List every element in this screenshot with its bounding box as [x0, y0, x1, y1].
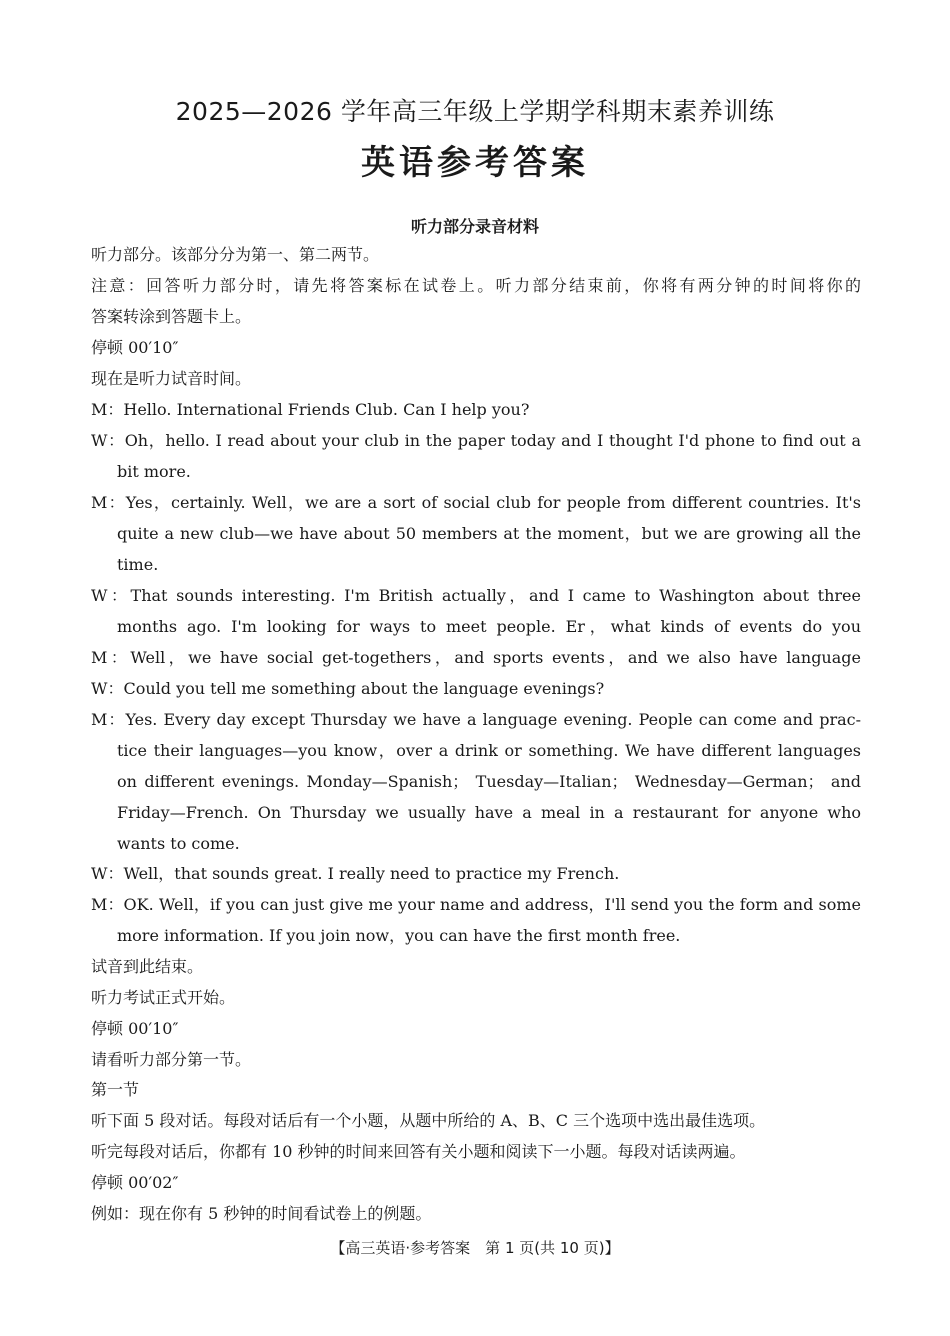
dialogue-line: M：OK. Well，if you can just give me your name and address，I'll send you the form and some: [91, 895, 861, 914]
dialogue-line: months ago. I'm looking for ways to meet people. Er，what kinds of events do you: [117, 617, 861, 636]
dialogue-line: on different evenings. Monday—Spanish； Tuesday—Italian； Wednesday—German； and: [117, 772, 861, 791]
dialogue-line: W：Oh，hello. I read about your club in the paper today and I thought I'd phone to find out a: [91, 431, 861, 450]
dialogue-line: W：That sounds interesting. I'm British actually，and I came to Washington about three: [91, 586, 861, 605]
text-line: 现在是听力试音时间。: [91, 369, 252, 388]
document-subtitle: 英语参考答案: [361, 143, 589, 183]
text-line: 答案转涂到答题卡上。: [91, 307, 252, 326]
text-line: 听完每段对话后，你都有 10 秒钟的时间来回答有关小题和阅读下一小题。每段对话读两遍。: [91, 1142, 746, 1161]
page-footer: 【高三英语·参考答案 第 1 页(共 10 页)】: [330, 1239, 620, 1257]
text-line: 试音到此结束。: [91, 957, 204, 976]
dialogue-line: Friday—French. On Thursday we usually have a meal in a restaurant for anyone who: [117, 803, 861, 822]
dialogue-line: W：Well，that sounds great. I really need to practice my French.: [91, 864, 620, 883]
dialogue-line: M：Well，we have social get-togethers，and sports events，and we also have language: [91, 648, 861, 667]
dialogue-line: W：Could you tell me something about the language evenings?: [91, 679, 605, 698]
text-line: 停顿 00′10″: [91, 338, 179, 357]
section-heading: 听力部分录音材料: [410, 217, 539, 236]
dialogue-line: wants to come.: [117, 834, 240, 853]
text-line: 听下面 5 段对话。每段对话后有一个小题，从题中所给的 A、B、C 三个选项中选出最佳选项。: [91, 1111, 766, 1130]
text-line: 听力考试正式开始。: [91, 988, 236, 1007]
dialogue-line: M：Hello. International Friends Club. Can I help you?: [91, 400, 530, 419]
dialogue-line: bit more.: [117, 462, 191, 481]
text-line: 听力部分。该部分分为第一、第二两节。: [91, 245, 380, 264]
dialogue-line: M：Yes. Every day except Thursday we have a language evening. People can come and prac-: [91, 710, 861, 729]
dialogue-line: quite a new club—we have about 50 members at the moment，but we are growing all the: [117, 524, 861, 543]
text-line: 停顿 00′02″: [91, 1173, 179, 1192]
text-line: 第一节: [91, 1080, 140, 1099]
text-line: 请看听力部分第一节。: [91, 1050, 252, 1069]
dialogue-line: more information. If you join now，you can have the first month free.: [117, 926, 681, 945]
dialogue-line: tice their languages—you know，over a drink or something. We have different languages: [117, 741, 861, 760]
text-line: 例如：现在你有 5 秒钟的时间看试卷上的例题。: [91, 1204, 432, 1223]
document-title: 2025—2026 学年高三年级上学期学科期末素养训练: [175, 97, 775, 126]
dialogue-line: time.: [117, 555, 159, 574]
dialogue-line: M：Yes，certainly. Well，we are a sort of social club for people from different countries. It's: [91, 493, 861, 512]
text-line: 停顿 00′10″: [91, 1019, 179, 1038]
text-line: 注意：回答听力部分时，请先将答案标在试卷上。听力部分结束前，你将有两分钟的时间将你的: [91, 276, 861, 295]
